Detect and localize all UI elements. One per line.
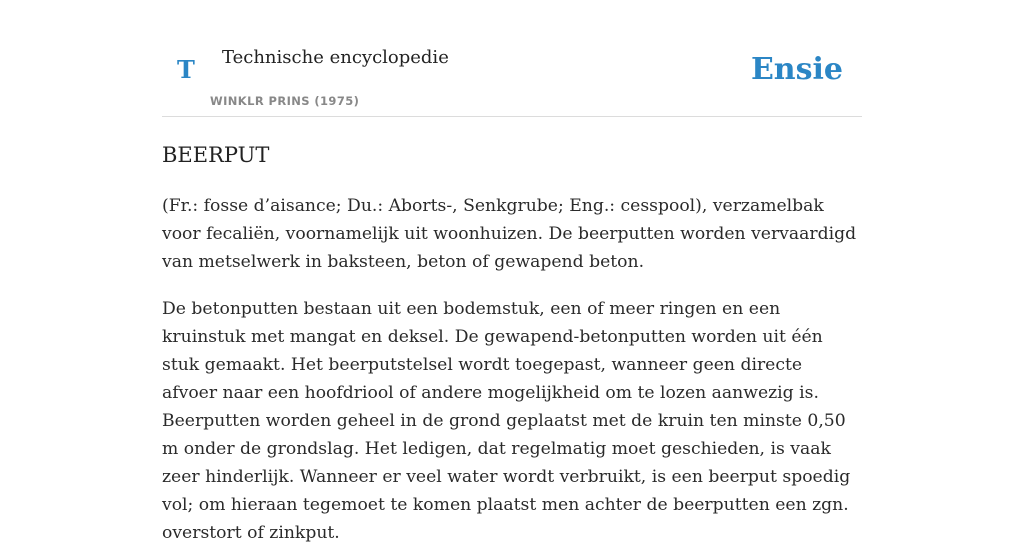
book-title-link[interactable]: Technische encyclopedie bbox=[222, 47, 449, 68]
book-logo[interactable]: T bbox=[177, 55, 195, 84]
article-headword: BEERPUT bbox=[162, 143, 270, 167]
article-paragraph: De betonputten bestaan uit een bodemstuk, een of meer ringen en een kruinstuk met mangat en deksel. De gewapend-betonputten worden uit één stuk gemaakt. Het beerputstelsel wordt toegepast, wanneer geen directe afvoer naar een hoofdriool of andere mogelijkheid om te lozen aanwezig is. Beerputten worden geheel in de grond geplaatst met de kruin ten minste 0,50 m onder de grondslag. Het ledigen, dat regelmatig moet geschieden, is vaak zeer hinderlijk. Wanneer er veel water wordt verbruikt, is een beerput spoedig vol; om hieraan tegemoet te komen plaatst men achter de beerputten een zgn. overstort of zinkput. bbox=[162, 299, 851, 543]
brand-logo[interactable]: Ensie bbox=[750, 52, 843, 87]
book-source-label: WINKLR PRINS (1975) bbox=[210, 94, 360, 108]
article-paragraph: (Fr.: fosse d’aisance; Du.: Aborts-, Senkgrube; Eng.: cesspool), verzamelbak voor fecaliën, voornamelijk uit woonhuizen. De beerputten worden vervaardigd van metselwerk in baksteen, beton of gewapend beton. bbox=[162, 196, 857, 272]
page-header bbox=[162, 0, 862, 117]
article-body bbox=[162, 138, 862, 547]
